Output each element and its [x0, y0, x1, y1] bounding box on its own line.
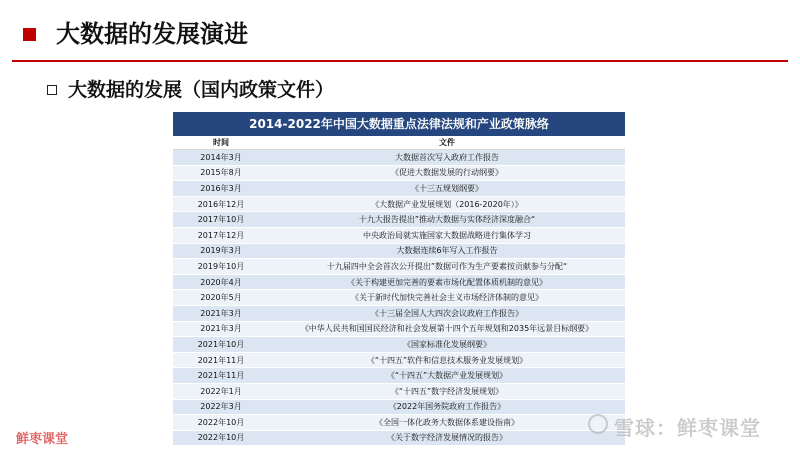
table-row [173, 181, 625, 197]
column-header-document: 文件 [269, 136, 625, 150]
cell-time: 2022年1月 [173, 383, 269, 399]
cell-time: 2016年3月 [173, 181, 269, 197]
column-header-time: 时间 [173, 136, 269, 150]
table-row [173, 305, 625, 321]
table-row [173, 165, 625, 181]
slide-header [0, 0, 800, 62]
table-row [173, 212, 625, 228]
table-row [173, 399, 625, 415]
cell-time: 2022年10月 [173, 415, 269, 431]
watermark-right-text: 雪球：鲜枣课堂 [614, 416, 761, 440]
table-row [173, 259, 625, 275]
table-row [173, 352, 625, 368]
cell-time: 2016年12月 [173, 196, 269, 212]
cell-time: 2020年4月 [173, 274, 269, 290]
cell-document: 《“十四五”大数据产业发展规划》 [269, 368, 625, 384]
table-row [173, 274, 625, 290]
cell-time: 2021年11月 [173, 368, 269, 384]
table-banner-title: 2014-2022年中国大数据重点法律法规和产业政策脉络 [173, 112, 625, 136]
cell-time: 2015年8月 [173, 165, 269, 181]
policy-table-grid [173, 136, 625, 446]
cell-document: 《大数据产业发展规划（2016-2020年）》 [269, 196, 625, 212]
table-row [173, 383, 625, 399]
table-row [173, 227, 625, 243]
cell-document: 《中华人民共和国国民经济和社会发展第十四个五年规划和2035年远景目标纲要》 [269, 321, 625, 337]
table-row [173, 196, 625, 212]
cell-document: 大数据首次写入政府工作报告 [269, 150, 625, 166]
cell-time: 2021年11月 [173, 352, 269, 368]
cell-time: 2019年3月 [173, 243, 269, 259]
cell-document: 《2022年国务院政府工作报告》 [269, 399, 625, 415]
cell-time: 2022年10月 [173, 430, 269, 446]
policy-table [173, 112, 625, 446]
title-divider [12, 60, 788, 62]
table-row [173, 368, 625, 384]
watermark-right [588, 412, 761, 441]
section-subtitle: 大数据的发展（国内政策文件） [68, 79, 335, 101]
watermark-left: 鲜枣课堂 [16, 432, 69, 447]
cell-time: 2021年3月 [173, 321, 269, 337]
cell-document: 中央政治局就实施国家大数据战略进行集体学习 [269, 227, 625, 243]
table-row [173, 430, 625, 446]
cell-time: 2019年10月 [173, 259, 269, 275]
cell-document: 《关于构建更加完善的要素市场化配置体质机制的意见》 [269, 274, 625, 290]
subtitle-bullet-icon [47, 85, 57, 95]
table-row [173, 150, 625, 166]
table-row [173, 243, 625, 259]
cell-time: 2014年3月 [173, 150, 269, 166]
cell-document: 《国家标准化发展纲要》 [269, 337, 625, 353]
cell-document: 《关于数字经济发展情况的报告》 [269, 430, 625, 446]
cell-time: 2017年12月 [173, 227, 269, 243]
table-row [173, 290, 625, 306]
cell-document: 大数据连续6年写入工作报告 [269, 243, 625, 259]
table-header-row [173, 136, 625, 150]
cell-document: 《“十四五”数字经济发展规划》 [269, 383, 625, 399]
cell-document: 《全国一体化政务大数据体系建设指南》 [269, 415, 625, 431]
title-marker-square [23, 28, 36, 41]
table-row [173, 337, 625, 353]
cell-time: 2022年3月 [173, 399, 269, 415]
cell-document: 《“十四五”软件和信息技术服务业发展规划》 [269, 352, 625, 368]
cell-document: 《关于新时代加快完善社会主义市场经济体制的意见》 [269, 290, 625, 306]
cell-time: 2020年5月 [173, 290, 269, 306]
table-row [173, 415, 625, 431]
cell-document: 《十三五规划纲要》 [269, 181, 625, 197]
cell-document: 《促进大数据发展的行动纲要》 [269, 165, 625, 181]
cell-time: 2021年3月 [173, 305, 269, 321]
cell-document: 十九届四中全会首次公开提出”数据可作为生产要素按贡献参与分配“ [269, 259, 625, 275]
cell-document: 十九大报告提出”推动大数据与实体经济深度融合“ [269, 212, 625, 228]
cell-document: 《十三届全国人大四次会议政府工作报告》 [269, 305, 625, 321]
cell-time: 2021年10月 [173, 337, 269, 353]
cell-time: 2017年10月 [173, 212, 269, 228]
table-row [173, 321, 625, 337]
slide-title: 大数据的发展演进 [56, 20, 248, 48]
